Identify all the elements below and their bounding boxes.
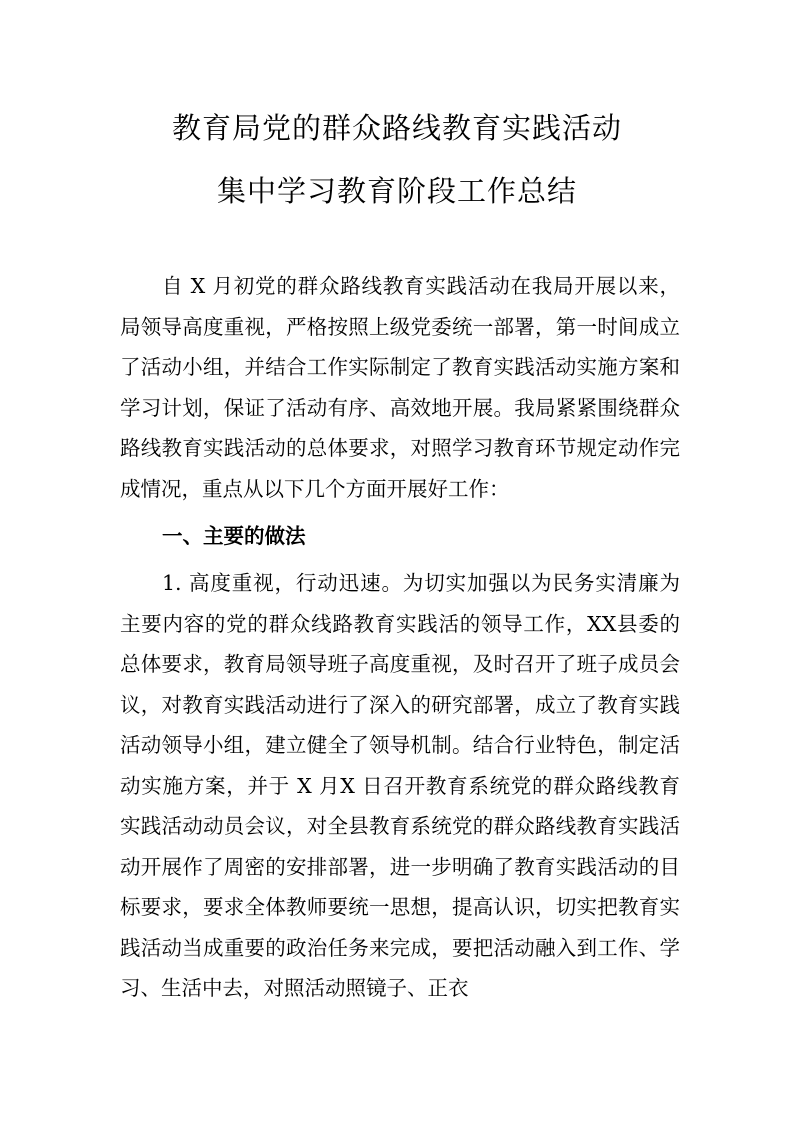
section-paragraph: 1. 高度重视，行动迅速。为切实加强以为民务实清廉为主要内容的党的群众线路教育实践活的领导工作，XX县委的总体要求，教育局领导班子高度重视，及时召开了班子成员会议，对教育实践活动进行了深入的研究部署，成立了教育实践活动领导小组，建立健全了领导机制。结合行业特色，制定活动实施方案，并于 X 月X 日召开教育系统党的群众路线教育实践活动动员会议，对全县教育系统党的群众路线教育实践活动开展作了周密的安排部署，进一步明确了教育实践活动的目标要求，要求全体教师要统一思想，提高认识，切实把教育实践活动当成重要的政治任务来完成，要把活动融入到工作、学习、生活中去，对照活动照镜子、正衣	[120, 571, 680, 1000]
document-title-line-1: 教育局党的群众路线教育实践活动	[171, 111, 622, 145]
section-heading: 一、主要的做法	[162, 524, 306, 548]
intro-paragraph: 自 X 月初党的群众路线教育实践活动在我局开展以来，局领导高度重视，严格按照上级党委统一部署，第一时间成立了活动小组，并结合工作实际制定了教育实践活动实施方案和学习计划，保证了活动有序、高效地开展。我局紧紧围绕群众路线教育实践活动的总体要求，对照学习教育环节规定动作完成情况，重点从以下几个方面开展好工作：	[120, 274, 680, 501]
document-title-line-2: 集中学习教育阶段工作总结	[216, 174, 577, 208]
